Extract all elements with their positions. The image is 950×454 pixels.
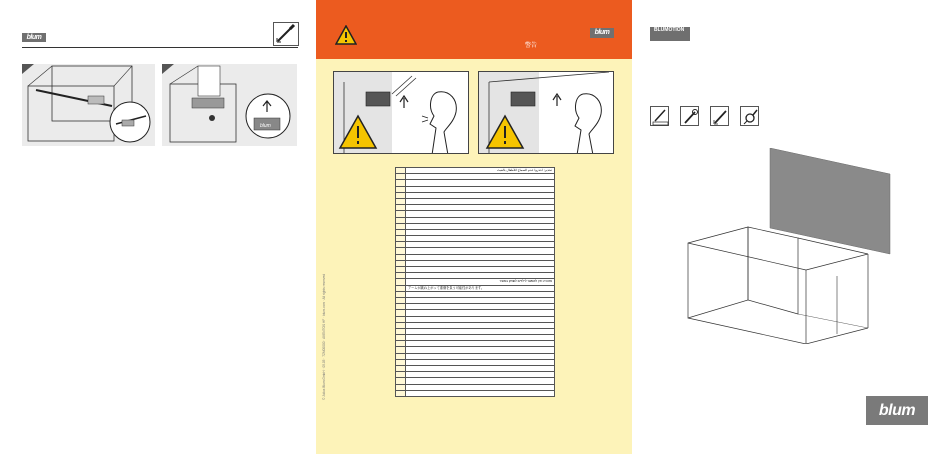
language-row-text: アームが跳ね上がって重傷を負う可能性があります。 (406, 285, 555, 291)
pencil-ruler-icon (650, 106, 669, 126)
screwdriver-tool-box (273, 22, 299, 46)
front-panel (770, 148, 890, 254)
warning-bar (316, 0, 632, 59)
blum-logo: blum (866, 396, 928, 425)
left-panel (0, 0, 316, 454)
blum-logo-small: blum (590, 28, 614, 38)
language-row-number (396, 390, 406, 396)
wrench-icon (680, 106, 699, 126)
install-illustration-1 (22, 64, 155, 146)
blum-logo-small: blum (22, 33, 46, 42)
screwdriver-icon (274, 23, 298, 45)
language-row-text: אזהרה: אין לאפשר לילדים לשחק במוצר (406, 279, 555, 285)
warning-panel (316, 0, 632, 454)
blumotion-label: BLUMOTION (654, 27, 685, 33)
drill-icon (740, 106, 759, 126)
language-warning-table (395, 167, 555, 397)
blum-stamp-logo: blum (260, 123, 271, 129)
cabinet-illustration (682, 148, 942, 344)
language-row-text: تحذير: احذروا عدم السماح للأطفال بالعبث (406, 168, 555, 174)
language-row-text (406, 390, 555, 396)
warning-triangle-icon (335, 25, 357, 45)
warning-illustration-2 (478, 71, 614, 154)
imprint-text: © Julius Blum GmbH · 05.05 · 7ZM00000 · AVENTOS HF · blum.com · All rights reserved (322, 273, 326, 400)
warning-label-jp: 警告 (525, 43, 538, 49)
blumotion-badge (650, 27, 690, 41)
install-illustration-2 (162, 64, 297, 146)
header-rule (22, 47, 298, 48)
right-panel (632, 0, 950, 454)
screwdriver-icon (710, 106, 729, 126)
language-row (396, 390, 555, 396)
warning-illustration-1 (333, 71, 469, 154)
